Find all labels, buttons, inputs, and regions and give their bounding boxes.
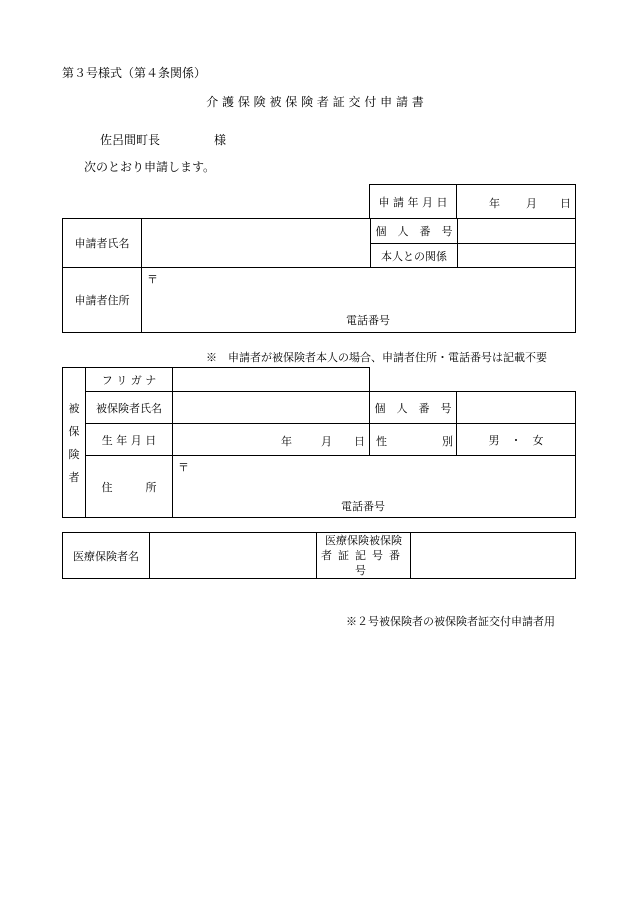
insured-postal-mark: 〒 (178, 461, 189, 474)
medical-insurance-table (62, 532, 576, 579)
insured-address-field[interactable] (173, 456, 576, 518)
applicant-postal-mark: 〒 (147, 273, 158, 286)
insured-name-field[interactable] (173, 392, 370, 424)
insured-group-char-3: 険 (68, 447, 80, 461)
insured-group-char-1: 被 (68, 401, 80, 415)
medical-insurer-field[interactable] (150, 533, 317, 579)
honorific: 様 (214, 133, 227, 147)
insured-phone-label: 電話番号 (341, 500, 385, 513)
date-day-label: 日 (560, 197, 571, 210)
insured-address-label: 住 所 (86, 456, 173, 518)
application-date-table (369, 184, 576, 219)
sex-label-right: 別 (442, 435, 453, 448)
sex-label (370, 424, 457, 456)
applicant-phone-label: 電話番号 (346, 314, 390, 327)
applicant-personal-number-label: 個 人 番 号 (371, 219, 458, 244)
card-number-label-line2: 者証記号番号 (321, 549, 406, 577)
birth-year-label: 年 (281, 435, 292, 448)
application-date-field[interactable] (457, 185, 576, 219)
card-number-field[interactable] (411, 533, 576, 579)
applicant-address-field[interactable] (142, 268, 576, 333)
birth-day-label: 日 (354, 435, 365, 448)
birth-date-field[interactable] (173, 424, 370, 456)
applicant-personal-number-field[interactable] (458, 219, 576, 244)
applicant-name-label: 申請者氏名 (63, 219, 142, 268)
sex-label-left: 性 (376, 435, 387, 448)
applicant-address-label: 申請者住所 (63, 268, 142, 333)
form-number: 第３号様式（第４条関係） (62, 66, 207, 80)
insured-table (62, 367, 576, 518)
blank-cell (370, 368, 576, 392)
date-year-label: 年 (489, 197, 500, 210)
card-number-label (317, 533, 411, 579)
birth-date-label: 生 年 月 日 (86, 424, 173, 456)
relation-label: 本人との関係 (371, 244, 458, 268)
insured-group-label (63, 368, 86, 518)
insured-group-char-2: 保 (68, 424, 80, 438)
applicant-table (62, 218, 576, 333)
applicant-name-field[interactable] (142, 219, 371, 268)
insured-personal-number-label: 個 人 番 号 (370, 392, 457, 424)
insured-group-char-4: 者 (68, 470, 80, 484)
addressee: 佐呂間町長 (100, 133, 161, 147)
medical-insurer-label: 医療保険者名 (63, 533, 150, 579)
birth-month-label: 月 (321, 435, 332, 448)
insured-name-label: 被保険者氏名 (86, 392, 173, 424)
card-number-label-line1: 医療保険被保険 (325, 534, 402, 547)
intro-text: 次のとおり申請します。 (84, 160, 216, 174)
furigana-label: フ リ ガ ナ (86, 368, 173, 392)
furigana-field[interactable] (173, 368, 370, 392)
footer-note: ※２号被保険者の被保険者証交付申請者用 (346, 615, 555, 628)
page-title: 介 護 保 険 被 保 険 者 証 交 付 申 請 書 (206, 95, 424, 109)
note-text: ※ 申請者が被保険者本人の場合、申請者住所・電話番号は記載不要 (206, 351, 547, 364)
insured-personal-number-field[interactable] (457, 392, 576, 424)
relation-field[interactable] (458, 244, 576, 268)
sex-options[interactable]: 男 ・ 女 (457, 424, 576, 456)
application-date-label: 申 請 年 月 日 (370, 185, 457, 219)
date-month-label: 月 (526, 197, 537, 210)
